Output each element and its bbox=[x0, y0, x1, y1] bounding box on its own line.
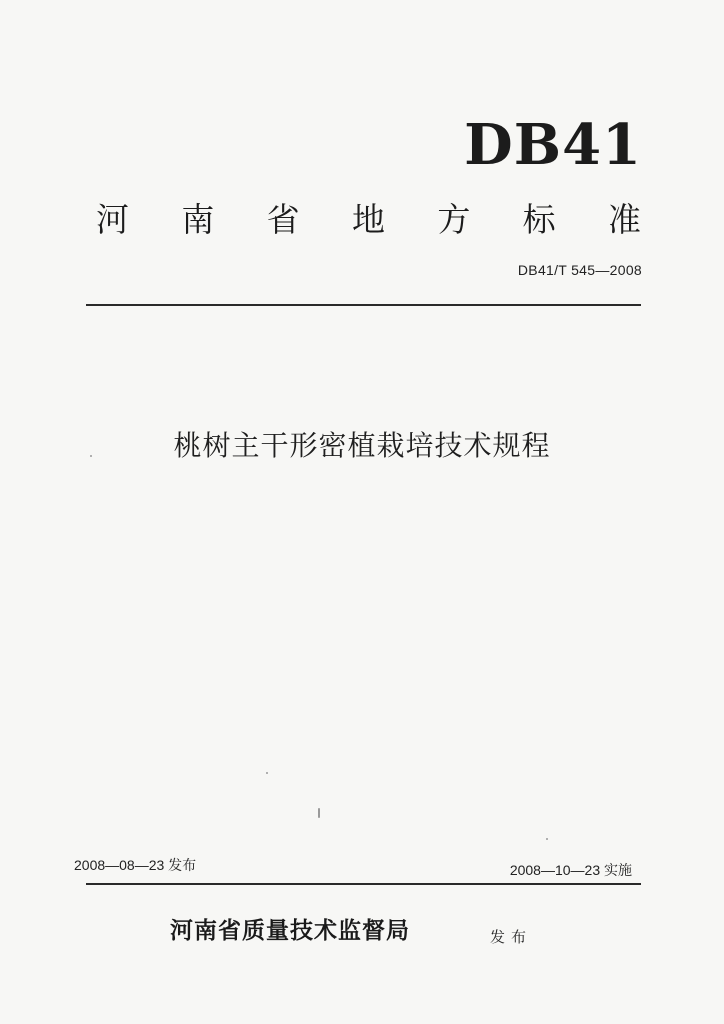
issue-label: 发布 bbox=[490, 928, 533, 946]
scan-speck bbox=[318, 808, 320, 818]
effective-date: 2008—10—23 实施 bbox=[509, 862, 632, 878]
document-title: 桃树主干形密植栽培技术规程 bbox=[173, 429, 551, 462]
issue-date: 2008—08—23 发布 bbox=[74, 857, 197, 873]
heading-char: 省 bbox=[266, 200, 300, 239]
scan-speck bbox=[546, 838, 548, 840]
header-divider bbox=[86, 304, 641, 306]
scan-speck bbox=[266, 772, 268, 774]
heading-char: 方 bbox=[437, 200, 471, 239]
heading-char: 河 bbox=[96, 200, 129, 239]
standard-code-logo: DB41 bbox=[464, 112, 642, 178]
heading-char: 南 bbox=[181, 200, 215, 239]
heading-char: 标 bbox=[522, 200, 556, 239]
footer-divider bbox=[86, 883, 641, 885]
heading-char: 地 bbox=[351, 200, 385, 239]
heading-char: 准 bbox=[607, 200, 641, 239]
standard-type-heading bbox=[96, 194, 641, 241]
issuing-authority: 河南省质量技术监督局 bbox=[170, 917, 410, 944]
standard-number: DB41/T 545—2008 bbox=[517, 262, 642, 278]
scan-speck bbox=[90, 455, 92, 457]
